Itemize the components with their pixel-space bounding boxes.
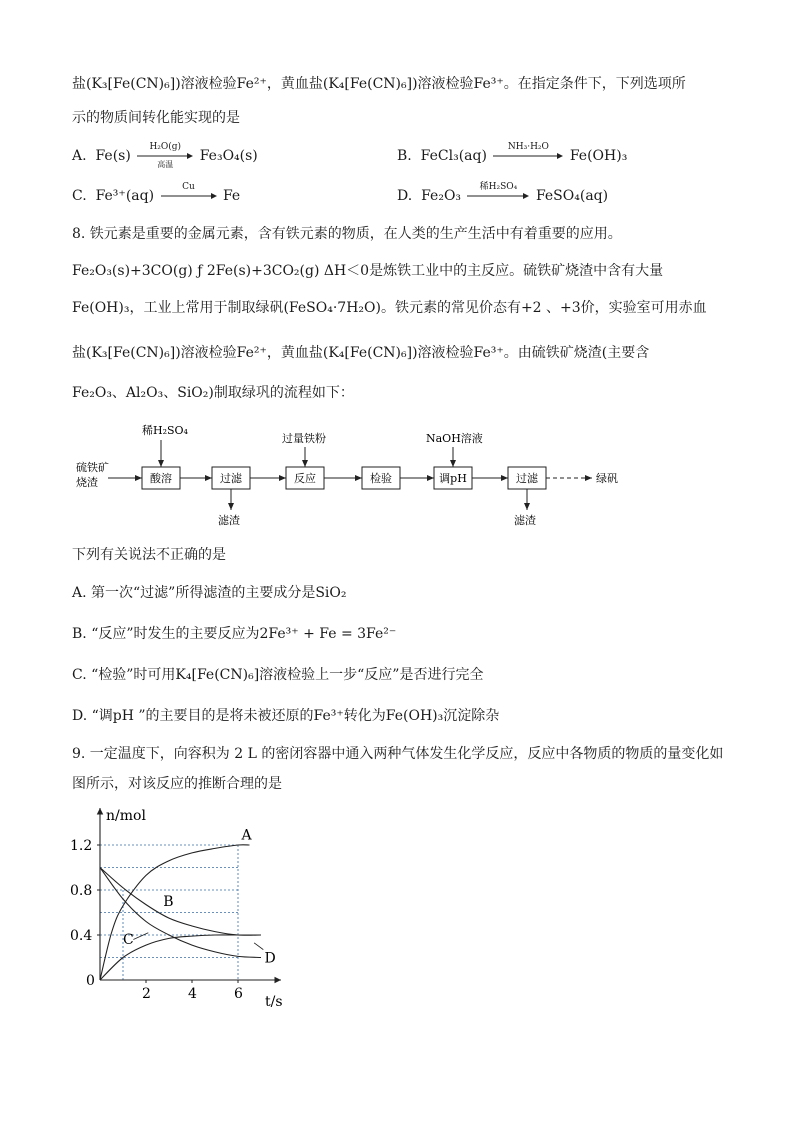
series-line-A — [100, 845, 250, 980]
q7-text-line1: 盐(K₃[Fe(CN)₆])溶液检验Fe²⁺，黄血盐(K₄[Fe(CN)₆])溶液检验Fe³⁺。在指定条件下，下列选项所 — [72, 76, 686, 92]
series-line-B — [100, 868, 261, 936]
q8-option-b: B. “反应”时发生的主要反应为2Fe³⁺ + Fe = 3Fe²⁻ — [72, 626, 397, 642]
q9-text-line1: 9. 一定温度下，向容积为 2 L 的密闭容器中通入两种气体发生化学反应，反应中各物质的物质的量变化如 — [72, 746, 724, 762]
flow-step2-label: 过滤 — [220, 472, 242, 485]
q8-option-a: A. 第一次“过滤”所得滤渣的主要成分是SiO₂ — [72, 585, 347, 601]
q7-option-a: A. Fe(s) H₂O(g) 高温 Fe₃O₄(s) — [72, 142, 258, 169]
q7-option-c: C. Fe³⁺(aq) Cu Fe — [72, 182, 241, 204]
x-tick-label-0: 2 — [142, 986, 151, 1002]
x-tick-label-1: 4 — [188, 986, 197, 1002]
reaction-arrow-icon: NH₃·H₂O — [493, 151, 563, 161]
origin-label: 0 — [86, 973, 95, 989]
flow-step3-label: 反应 — [294, 472, 316, 485]
reaction-arrow-icon: H₂O(g) 高温 — [137, 151, 193, 161]
flow-input-acid: 稀H₂SO₄ — [142, 424, 188, 437]
reaction-arrow-icon: 稀H₂SO₄ — [467, 191, 529, 201]
q8-text-line2: Fe₂O₃(s)+3CO(g) ƒ 2Fe(s)+3CO₂(g) ΔH＜0是炼铁工业中的主反应。硫铁矿烧渣中含有大量 — [72, 263, 664, 279]
q8-option-d: D. “调pH ”的主要目的是将未被还原的Fe³⁺转化为Fe(OH)₃沉淀除杂 — [72, 708, 500, 724]
x-tick-label-2: 6 — [234, 986, 243, 1002]
flow-step5-label: 调pH — [439, 472, 467, 485]
q9-text-line2: 图所示，对该反应的推断合理的是 — [72, 776, 282, 792]
flow-step4-label: 检验 — [370, 472, 392, 485]
q8-text-line5: Fe₂O₃、Al₂O₃、SiO₂)制取绿巩的流程如下： — [72, 385, 354, 401]
q7-option-b: B. FeCl₃(aq) NH₃·H₂O Fe(OH)₃ — [397, 142, 628, 164]
flow-input-naoh: NaOH溶液 — [426, 432, 483, 445]
y-tick-label-2: 1.2 — [70, 838, 93, 854]
q8-stem: 下列有关说法不正确的是 — [72, 547, 226, 563]
q8-text-line4: 盐(K₃[Fe(CN)₆])溶液检验Fe²⁺，黄血盐(K₄[Fe(CN)₆])溶液检验Fe³⁺。由硫铁矿烧渣(主要含 — [72, 345, 650, 361]
mole-change-chart — [60, 800, 350, 1010]
series-label-D: D — [264, 950, 276, 967]
process-flow-diagram — [72, 418, 632, 530]
y-tick-label-0: 0.4 — [70, 928, 93, 944]
reaction-arrow-icon: Cu — [161, 191, 217, 201]
series-label-A: A — [241, 827, 252, 844]
q8-text-line1: 8. 铁元素是重要的金属元素，含有铁元素的物质，在人类的生产生活中有着重要的应用。 — [72, 226, 622, 242]
flow-output-residue1: 滤渣 — [218, 514, 240, 527]
leader-line-D — [254, 943, 263, 950]
q8-option-c: C. “检验”时可用K₄[Fe(CN)₆]溶液检验上一步“反应”是否进行完全 — [72, 667, 484, 683]
flow-step6-label: 过滤 — [516, 472, 538, 485]
leader-line-C — [133, 933, 148, 940]
flow-step1-label: 酸溶 — [150, 472, 172, 485]
q7-option-d: D. Fe₂O₃ 稀H₂SO₄ FeSO₄(aq) — [397, 182, 609, 204]
series-label-B: B — [163, 893, 174, 910]
y-axis-label: n/mol — [106, 808, 146, 824]
y-tick-label-1: 0.8 — [70, 883, 93, 899]
x-axis-label: t/s — [265, 994, 283, 1010]
flow-input-iron: 过量铁粉 — [282, 432, 326, 445]
flow-start-line1: 硫铁矿 — [76, 461, 109, 474]
q8-text-line3: Fe(OH)₃，工业上常用于制取绿矾(FeSO₄·7H₂O)。铁元素的常见价态有+2 、+3价，实验室可用赤血 — [72, 300, 707, 316]
q7-text-line2: 示的物质间转化能实现的是 — [72, 110, 240, 126]
flow-output-residue2: 滤渣 — [514, 514, 536, 527]
series-label-C: C — [123, 932, 134, 948]
flow-end-label: 绿矾 — [596, 472, 618, 485]
flow-start-line2: 烧渣 — [76, 476, 98, 489]
